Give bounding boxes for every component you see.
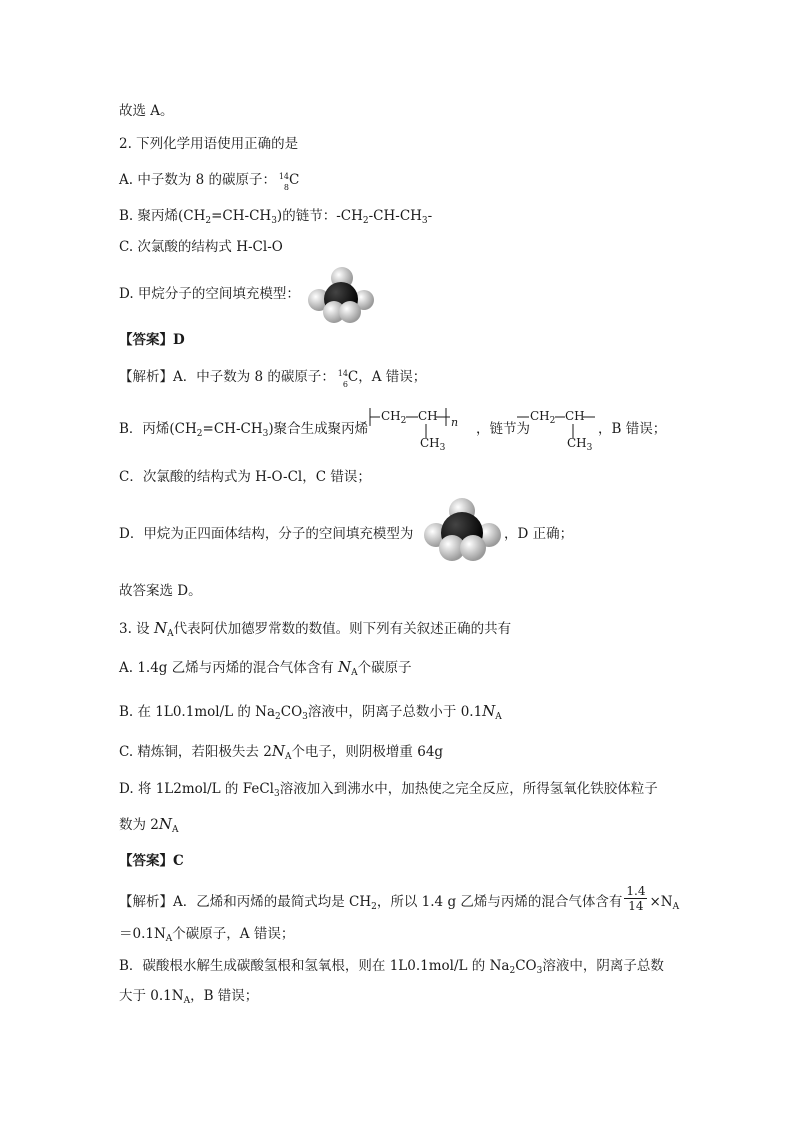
explanation-3-b-cont: 大于 $0.1N_A$，B 错误； xyxy=(119,988,259,1006)
explanation-2-d: D．甲烷为正四面体结构，分子的空间填充模型为 xyxy=(119,526,414,542)
explanation-3-b: B．碳酸根水解生成碳酸氢根和氢氧根，则在 1L0.1mol/L 的 $Na_2CO_3$溶液中，阴离子总数 xyxy=(119,958,664,976)
explanation-3-a: 【解析】A．乙烯和丙烯的最简式均是 $CH_2$，所以 1.4 g 乙烯与丙烯的混合气体含有 $\frac{1.4}{14}$ $\times N_A$ xyxy=(119,884,680,913)
isotope-symbol: C xyxy=(289,172,300,188)
question-2-stem: 2. 下列化学用语使用正确的是 xyxy=(119,136,299,152)
q2-option-c: C. 次氯酸的结构式 H-Cl-O xyxy=(119,239,283,255)
isotope-notation: 14 8 xyxy=(278,172,290,192)
methane-model-small xyxy=(306,264,374,326)
q3-option-c: C. 精炼铜，若阳极失去 $2N_A$个电子，则阴极增重 64g xyxy=(119,742,444,762)
explanation-2-d-end: ，D 正确； xyxy=(504,526,574,542)
q3-option-b: B. 在 1L0.1mol/L 的 $Na_2CO_3$溶液中，阴离子总数小于 $0.1N_A$ xyxy=(119,702,502,722)
q3-option-a: A. 1.4g 乙烯与丙烯的混合气体含有 $N_A$个碳原子 xyxy=(119,658,412,678)
q3-option-d: D. 将 1L2mol/L 的 FeCl$_3$溶液加入到沸水中，加热使之完全反应，所得氢氧化铁胶体粒子 xyxy=(119,781,658,799)
q2-option-a-text: A. 中子数为 8 的碳原子： xyxy=(119,172,277,188)
polypropylene-structure: $CH_2$ CH n $CH_3$ xyxy=(381,409,459,453)
answer-2: 【答案】D xyxy=(119,332,185,348)
q2-option-b: B. 聚丙烯$(CH_2=CH-CH_3)$的链节：$-CH_2-CH-CH_3-$ xyxy=(119,208,433,226)
line-conclusion-1: 故选 A。 xyxy=(119,103,174,119)
repeat-unit-structure: $CH_2$ CH $CH_3$ xyxy=(530,409,593,453)
explanation-3-a-cont: $=0.1N_A$个碳原子，A 错误； xyxy=(119,926,295,944)
q2-option-d: D. 甲烷分子的空间填充模型： xyxy=(119,286,300,302)
conclusion-2: 故答案选 D。 xyxy=(119,583,202,599)
q3-option-d-cont: 数为 $2N_A$ xyxy=(119,815,179,835)
answer-3: 【答案】C xyxy=(119,853,184,869)
explanation-2-c: C．次氯酸的结构式为 H-O-Cl，C 错误； xyxy=(119,469,371,485)
q2-option-a xyxy=(119,171,300,192)
question-3-stem: 3. 设 $N_A$代表阿伏加德罗常数的数值。则下列有关叙述正确的共有 xyxy=(119,619,512,639)
fraction: $\frac{1.4}{14}$ xyxy=(626,884,646,913)
explanation-2-a: 【解析】A．中子数为 8 的碳原子： 14 6 C，A 错误； xyxy=(119,369,427,389)
methane-model-large xyxy=(422,496,502,562)
explanation-2-b-end: ，B 错误； xyxy=(598,421,667,437)
explanation-2-b-mid: ，链节为 xyxy=(476,421,530,437)
explanation-2-b: B．丙烯$(CH_2=CH-CH_3)$聚合生成聚丙烯 xyxy=(119,421,369,439)
